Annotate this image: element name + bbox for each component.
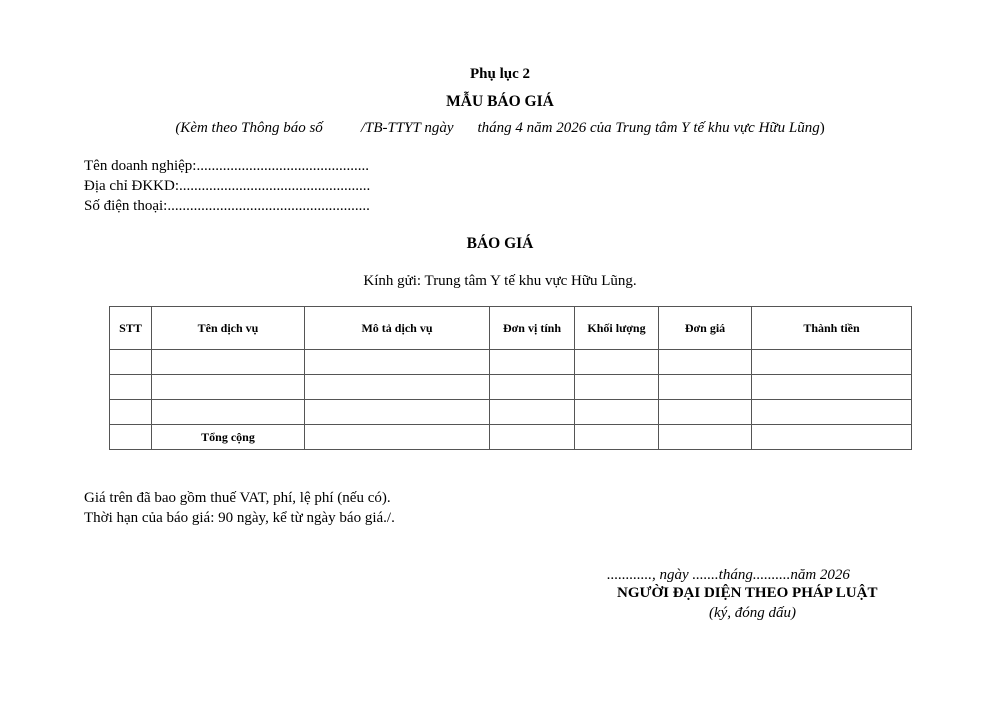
table-cell xyxy=(152,375,305,400)
company-address-line: Địa chỉ ĐKKD:................................................... xyxy=(84,178,371,194)
table-cell xyxy=(305,425,490,450)
table-cell xyxy=(659,375,752,400)
signature-date-line: ............, ngày .......tháng..........năm 2026 xyxy=(607,567,850,583)
table-row xyxy=(110,375,912,400)
subtitle xyxy=(0,120,1000,137)
signature-title: NGƯỜI ĐẠI DIỆN THEO PHÁP LUẬT xyxy=(617,585,878,601)
table-row xyxy=(110,350,912,375)
table-cell xyxy=(110,425,152,450)
table-cell xyxy=(752,400,912,425)
table-cell xyxy=(152,400,305,425)
table-cell xyxy=(490,350,575,375)
table-cell xyxy=(490,425,575,450)
table-cell xyxy=(575,375,659,400)
subtitle-part3: tháng 4 năm 2026 của Trung tâm Y tế khu vực Hữu Lũng xyxy=(477,120,820,136)
subtitle-part2: /TB-TTYT ngày xyxy=(360,120,454,136)
table-cell xyxy=(575,350,659,375)
subtitle-closing: ) xyxy=(819,120,825,136)
form-title: MẪU BÁO GIÁ xyxy=(446,93,554,110)
table-cell xyxy=(305,350,490,375)
table-total-row xyxy=(110,425,912,450)
recipient-line: Kính gửi: Trung tâm Y tế khu vực Hữu Lũng. xyxy=(363,273,637,289)
header-service-description: Mô tả dịch vụ xyxy=(305,307,490,350)
company-name-line: Tên doanh nghiệp:.............................................. xyxy=(84,158,369,174)
table-cell xyxy=(752,375,912,400)
table-cell xyxy=(110,375,152,400)
quote-table xyxy=(109,306,912,450)
table-cell xyxy=(659,350,752,375)
appendix-label: Phụ lục 2 xyxy=(469,66,530,82)
table-cell xyxy=(490,375,575,400)
header-stt: STT xyxy=(110,307,152,350)
subtitle-part1: (Kèm theo Thông báo số xyxy=(175,120,323,136)
table-cell xyxy=(305,375,490,400)
header-unit-price: Đơn giá xyxy=(659,307,752,350)
table-cell xyxy=(659,425,752,450)
signature-note: (ký, đóng dấu) xyxy=(709,605,797,621)
table-cell xyxy=(490,400,575,425)
note-vat: Giá trên đã bao gồm thuế VAT, phí, lệ phí (nếu có). xyxy=(84,490,391,506)
quote-heading: BÁO GIÁ xyxy=(466,235,534,252)
header-service-name: Tên dịch vụ xyxy=(152,307,305,350)
total-label: Tổng cộng xyxy=(152,425,305,450)
table-cell xyxy=(575,400,659,425)
table-cell xyxy=(575,425,659,450)
table-row xyxy=(110,400,912,425)
table-cell xyxy=(110,400,152,425)
table-cell xyxy=(752,350,912,375)
table-cell xyxy=(305,400,490,425)
note-validity: Thời hạn của báo giá: 90 ngày, kể từ ngày báo giá./. xyxy=(84,510,395,526)
header-amount: Thành tiền xyxy=(752,307,912,350)
company-phone-line: Số điện thoại:...................................................... xyxy=(84,198,370,214)
header-unit: Đơn vị tính xyxy=(490,307,575,350)
table-header-row xyxy=(110,307,912,350)
table-cell xyxy=(152,350,305,375)
table-cell xyxy=(659,400,752,425)
table-cell xyxy=(110,350,152,375)
table-cell xyxy=(752,425,912,450)
header-quantity: Khối lượng xyxy=(575,307,659,350)
